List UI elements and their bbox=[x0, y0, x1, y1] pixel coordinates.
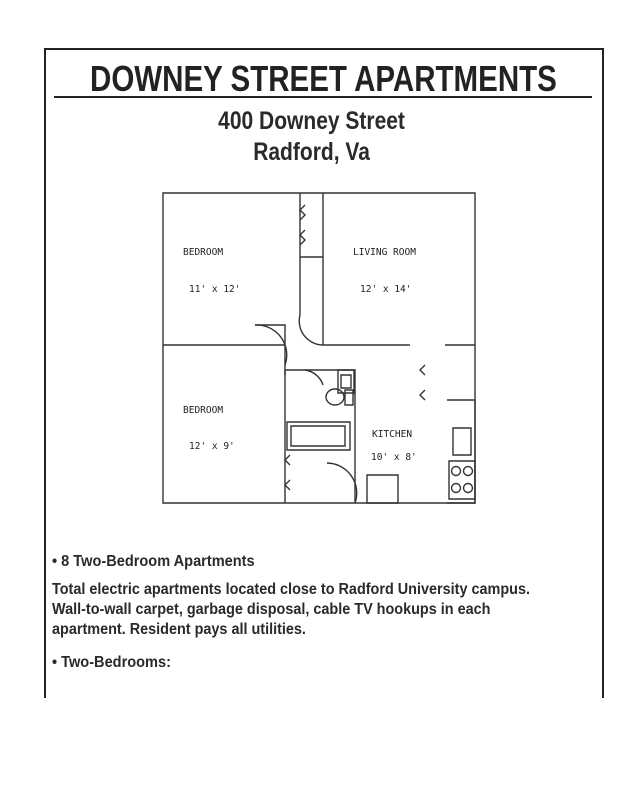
closet-door bbox=[300, 205, 305, 220]
room-size: 12' x 9' bbox=[189, 441, 235, 452]
room-size: 11' x 12' bbox=[189, 284, 241, 295]
sink-basin bbox=[341, 375, 351, 388]
room-size: 12' x 14' bbox=[360, 284, 412, 295]
bathtub-inner bbox=[291, 426, 345, 446]
room-label: BEDROOM bbox=[183, 247, 224, 258]
door-swing bbox=[327, 463, 357, 503]
room-label: BEDROOM bbox=[183, 405, 224, 416]
closet-door bbox=[420, 365, 425, 375]
bullet-two-bedrooms: • Two-Bedrooms: bbox=[52, 654, 171, 671]
room-label: LIVING ROOM bbox=[353, 247, 416, 258]
refrigerator bbox=[367, 475, 398, 503]
door-swing bbox=[305, 370, 323, 385]
title-underline bbox=[54, 96, 592, 98]
description-line: Total electric apartments located close to Radford University campus. bbox=[52, 581, 530, 598]
outer-wall bbox=[163, 193, 475, 503]
floor-plan bbox=[155, 185, 480, 510]
room-label: KITCHEN bbox=[372, 429, 413, 440]
burner bbox=[452, 467, 461, 476]
page-title: DOWNEY STREET APARTMENTS bbox=[90, 58, 557, 99]
burner bbox=[464, 467, 473, 476]
description-line: Wall-to-wall carpet, garbage disposal, cable TV hookups in each bbox=[52, 601, 491, 618]
burner bbox=[464, 484, 473, 493]
burner bbox=[452, 484, 461, 493]
description-line: apartment. Resident pays all utilities. bbox=[52, 621, 306, 638]
description-paragraph bbox=[52, 580, 573, 640]
closet-door bbox=[420, 390, 425, 400]
toilet bbox=[326, 389, 344, 405]
door-swing bbox=[299, 315, 323, 345]
bullet-unit-count: • 8 Two-Bedroom Apartments bbox=[52, 553, 255, 570]
address-street: 400 Downey Street bbox=[218, 107, 405, 135]
kitchen-sink bbox=[453, 428, 471, 455]
toilet-tank bbox=[345, 390, 353, 405]
room-size: 10' x 8' bbox=[371, 452, 417, 463]
interior-wall bbox=[255, 325, 285, 375]
closet-door bbox=[300, 230, 305, 245]
address-city: Radford, Va bbox=[253, 138, 370, 166]
closet-door bbox=[285, 455, 290, 465]
closet-door bbox=[285, 480, 290, 490]
stove bbox=[449, 461, 475, 499]
